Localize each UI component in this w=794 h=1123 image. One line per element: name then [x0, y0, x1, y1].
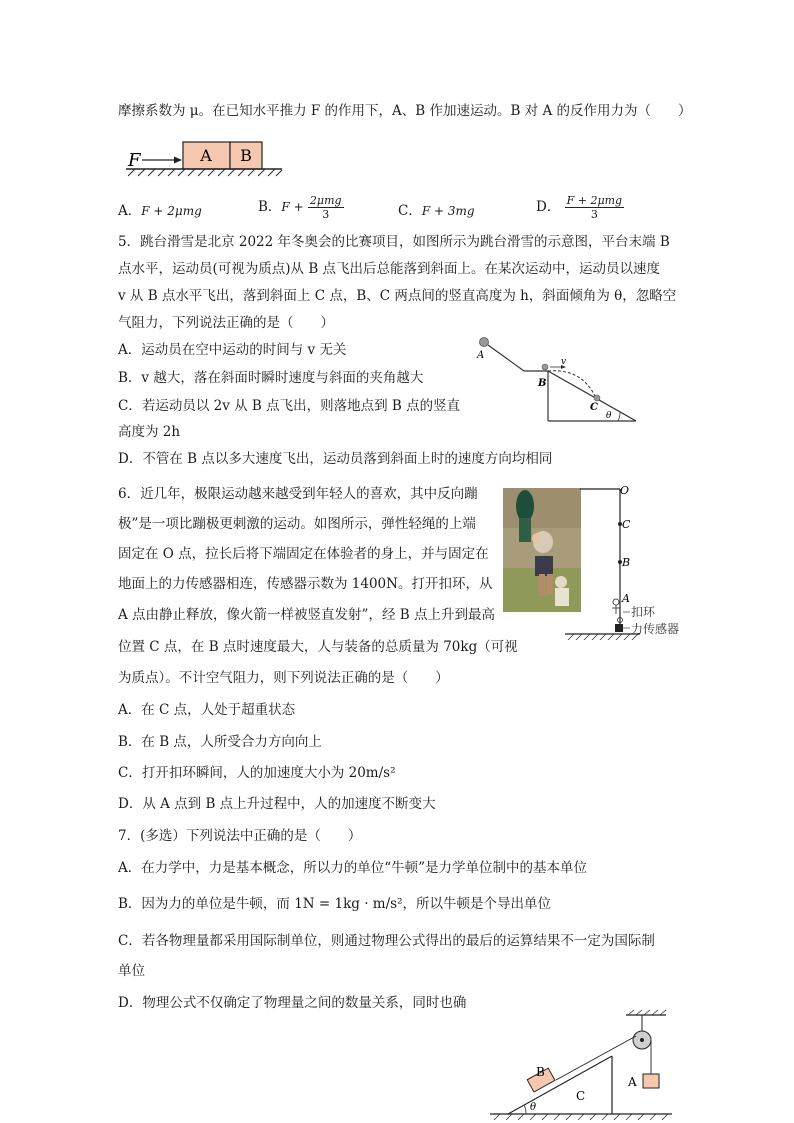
- q6-option-a[interactable]: A．在 C 点，人处于超重状态: [118, 702, 296, 718]
- q7-incline-pulley-figure: [486, 1010, 676, 1120]
- skier-c-icon: [594, 395, 600, 401]
- arrow-icon: [174, 157, 182, 164]
- q7-option-a[interactable]: A．在力学中，力是基本概念，所以力的单位“牛顿”是力学单位制中的基本单位: [118, 860, 588, 876]
- q6-line-6: 位置 C 点，在 B 点时速度最大，人与装备的总质量为 70kg（可视: [118, 639, 518, 655]
- block-a-icon: [643, 1074, 659, 1088]
- q4-option-c[interactable]: C．F + 3mg: [398, 203, 475, 219]
- theta-label: θ: [606, 411, 612, 421]
- force-label: F: [128, 150, 141, 171]
- q6-line-7: 为质点）。不计空气阻力，则下列说法正确的是（ ）: [118, 670, 449, 686]
- skier-b-icon: [542, 364, 548, 370]
- point-a-label: A: [622, 592, 630, 605]
- q5-line-3: v 从 B 点水平飞出，落到斜面上 C 点，B、C 两点间的竖直高度为 h，斜面倾角为 θ，忽略空: [118, 288, 677, 304]
- q7-stem: 7．(多选）下列说法中正确的是（ ）: [118, 828, 362, 844]
- q6-line-1: 6．近几年，极限运动越来越受到年轻人的喜欢，其中反向蹦: [118, 486, 478, 502]
- q5-option-a[interactable]: A．运动员在空中运动的时间与 v 无关: [118, 342, 347, 358]
- wedge-c-label: C: [576, 1089, 586, 1103]
- skier-a-icon: [480, 338, 489, 347]
- q4-option-b[interactable]: B．F + $\frac{\text{2μmg}}{3}$: [258, 194, 342, 221]
- incline-surface: [508, 1056, 612, 1114]
- q5-option-d[interactable]: D．不管在 B 点以多大速度飞出，运动员落到斜面上时的速度方向均相同: [118, 451, 553, 467]
- sensor-icon: [615, 624, 623, 632]
- block-a-label: A: [628, 1075, 637, 1089]
- point-c-label: C: [590, 402, 598, 413]
- q5-line-4: 气阻力，下列说法正确的是（ ）: [118, 315, 334, 331]
- q7-option-c[interactable]: C．若各物理量都采用国际制单位，则通过物理公式得出的最后的运算结果不一定为国际制: [118, 933, 655, 949]
- point-b-label: B: [538, 378, 547, 389]
- q4-blocks-figure: [120, 136, 290, 182]
- q5-option-b[interactable]: B．v 越大，落在斜面时瞬时速度与斜面的夹角越大: [118, 370, 424, 386]
- point-c-label: C: [622, 518, 631, 531]
- point-b-label: B: [622, 556, 631, 569]
- ground-hatch: [128, 169, 282, 176]
- block-a-label: A: [200, 146, 212, 165]
- point-o-label: O: [620, 484, 630, 497]
- q5-line-1: 5．跳台滑雪是北京 2022 年冬奥会的比赛项目，如图所示为跳台滑雪的示意图，平台末端 B: [118, 234, 670, 250]
- jumper-icon: [613, 599, 619, 605]
- q7-option-d[interactable]: D．物理公式不仅确定了物理量之间的数量关系，同时也确: [118, 995, 467, 1011]
- q6-option-d[interactable]: D．从 A 点到 B 点上升过程中，人的加速度不断变大: [118, 796, 436, 812]
- q4-option-a[interactable]: A．F + 2μmg: [118, 203, 202, 219]
- velocity-label: v: [561, 357, 567, 367]
- q6-line-4: 地面上的力传感器相连，传感器示数为 1400N。打开扣环，从: [118, 576, 493, 592]
- q5-option-c[interactable]: C．若运动员以 2v 从 B 点飞出，则落地点到 B 点的竖直: [118, 398, 461, 414]
- q4-option-d[interactable]: D． $\frac{\text{F + 2μmg}}{3}$: [536, 194, 623, 221]
- block-b-label: B: [536, 1065, 545, 1079]
- q6-line-3: 固定在 O 点，拉长后将下端固定在体验者的身上，并与固定在: [118, 546, 489, 562]
- q6-option-c[interactable]: C．打开扣环瞬间，人的加速度大小为 20m/s²: [118, 765, 396, 781]
- q7-option-c-cont: 单位: [118, 963, 145, 979]
- q7-option-b[interactable]: B．因为力的单位是牛顿，而 1N = 1kg · m/s²，所以牛顿是个导出单位: [118, 896, 551, 912]
- theta-label: θ: [530, 1102, 537, 1113]
- q4-stem: 摩擦系数为 μ。在已知水平推力 F 的作用下，A、B 作加速运动。B 对 A 的反作用力为（ ）: [118, 103, 692, 119]
- point-a-label: A: [477, 350, 485, 361]
- buckle-label: 扣环: [631, 605, 656, 619]
- q5-line-2: 点水平，运动员(可视为质点)从 B 点飞出后总能落到斜面上。在某次运动中，运动员以速度: [118, 261, 661, 277]
- q6-line-5: A 点由静止释放，像火箭一样被竖直发射”，经 B 点上升到最高: [118, 607, 495, 623]
- string-incline: [556, 1036, 636, 1080]
- block-b-label: B: [240, 146, 252, 165]
- sensor-label: 力传感器: [631, 622, 680, 636]
- q6-option-b[interactable]: B．在 B 点，人所受合力方向向上: [118, 734, 322, 750]
- q5-ski-jump-figure: [472, 336, 642, 426]
- q6-line-2: 极”是一项比蹦极更刺激的运动。如图所示，弹性轻绳的上端: [118, 516, 476, 532]
- q6-bungee-figure: [560, 484, 692, 644]
- slope-line: [548, 371, 636, 421]
- q5-option-c-cont: 高度为 2h: [118, 424, 181, 440]
